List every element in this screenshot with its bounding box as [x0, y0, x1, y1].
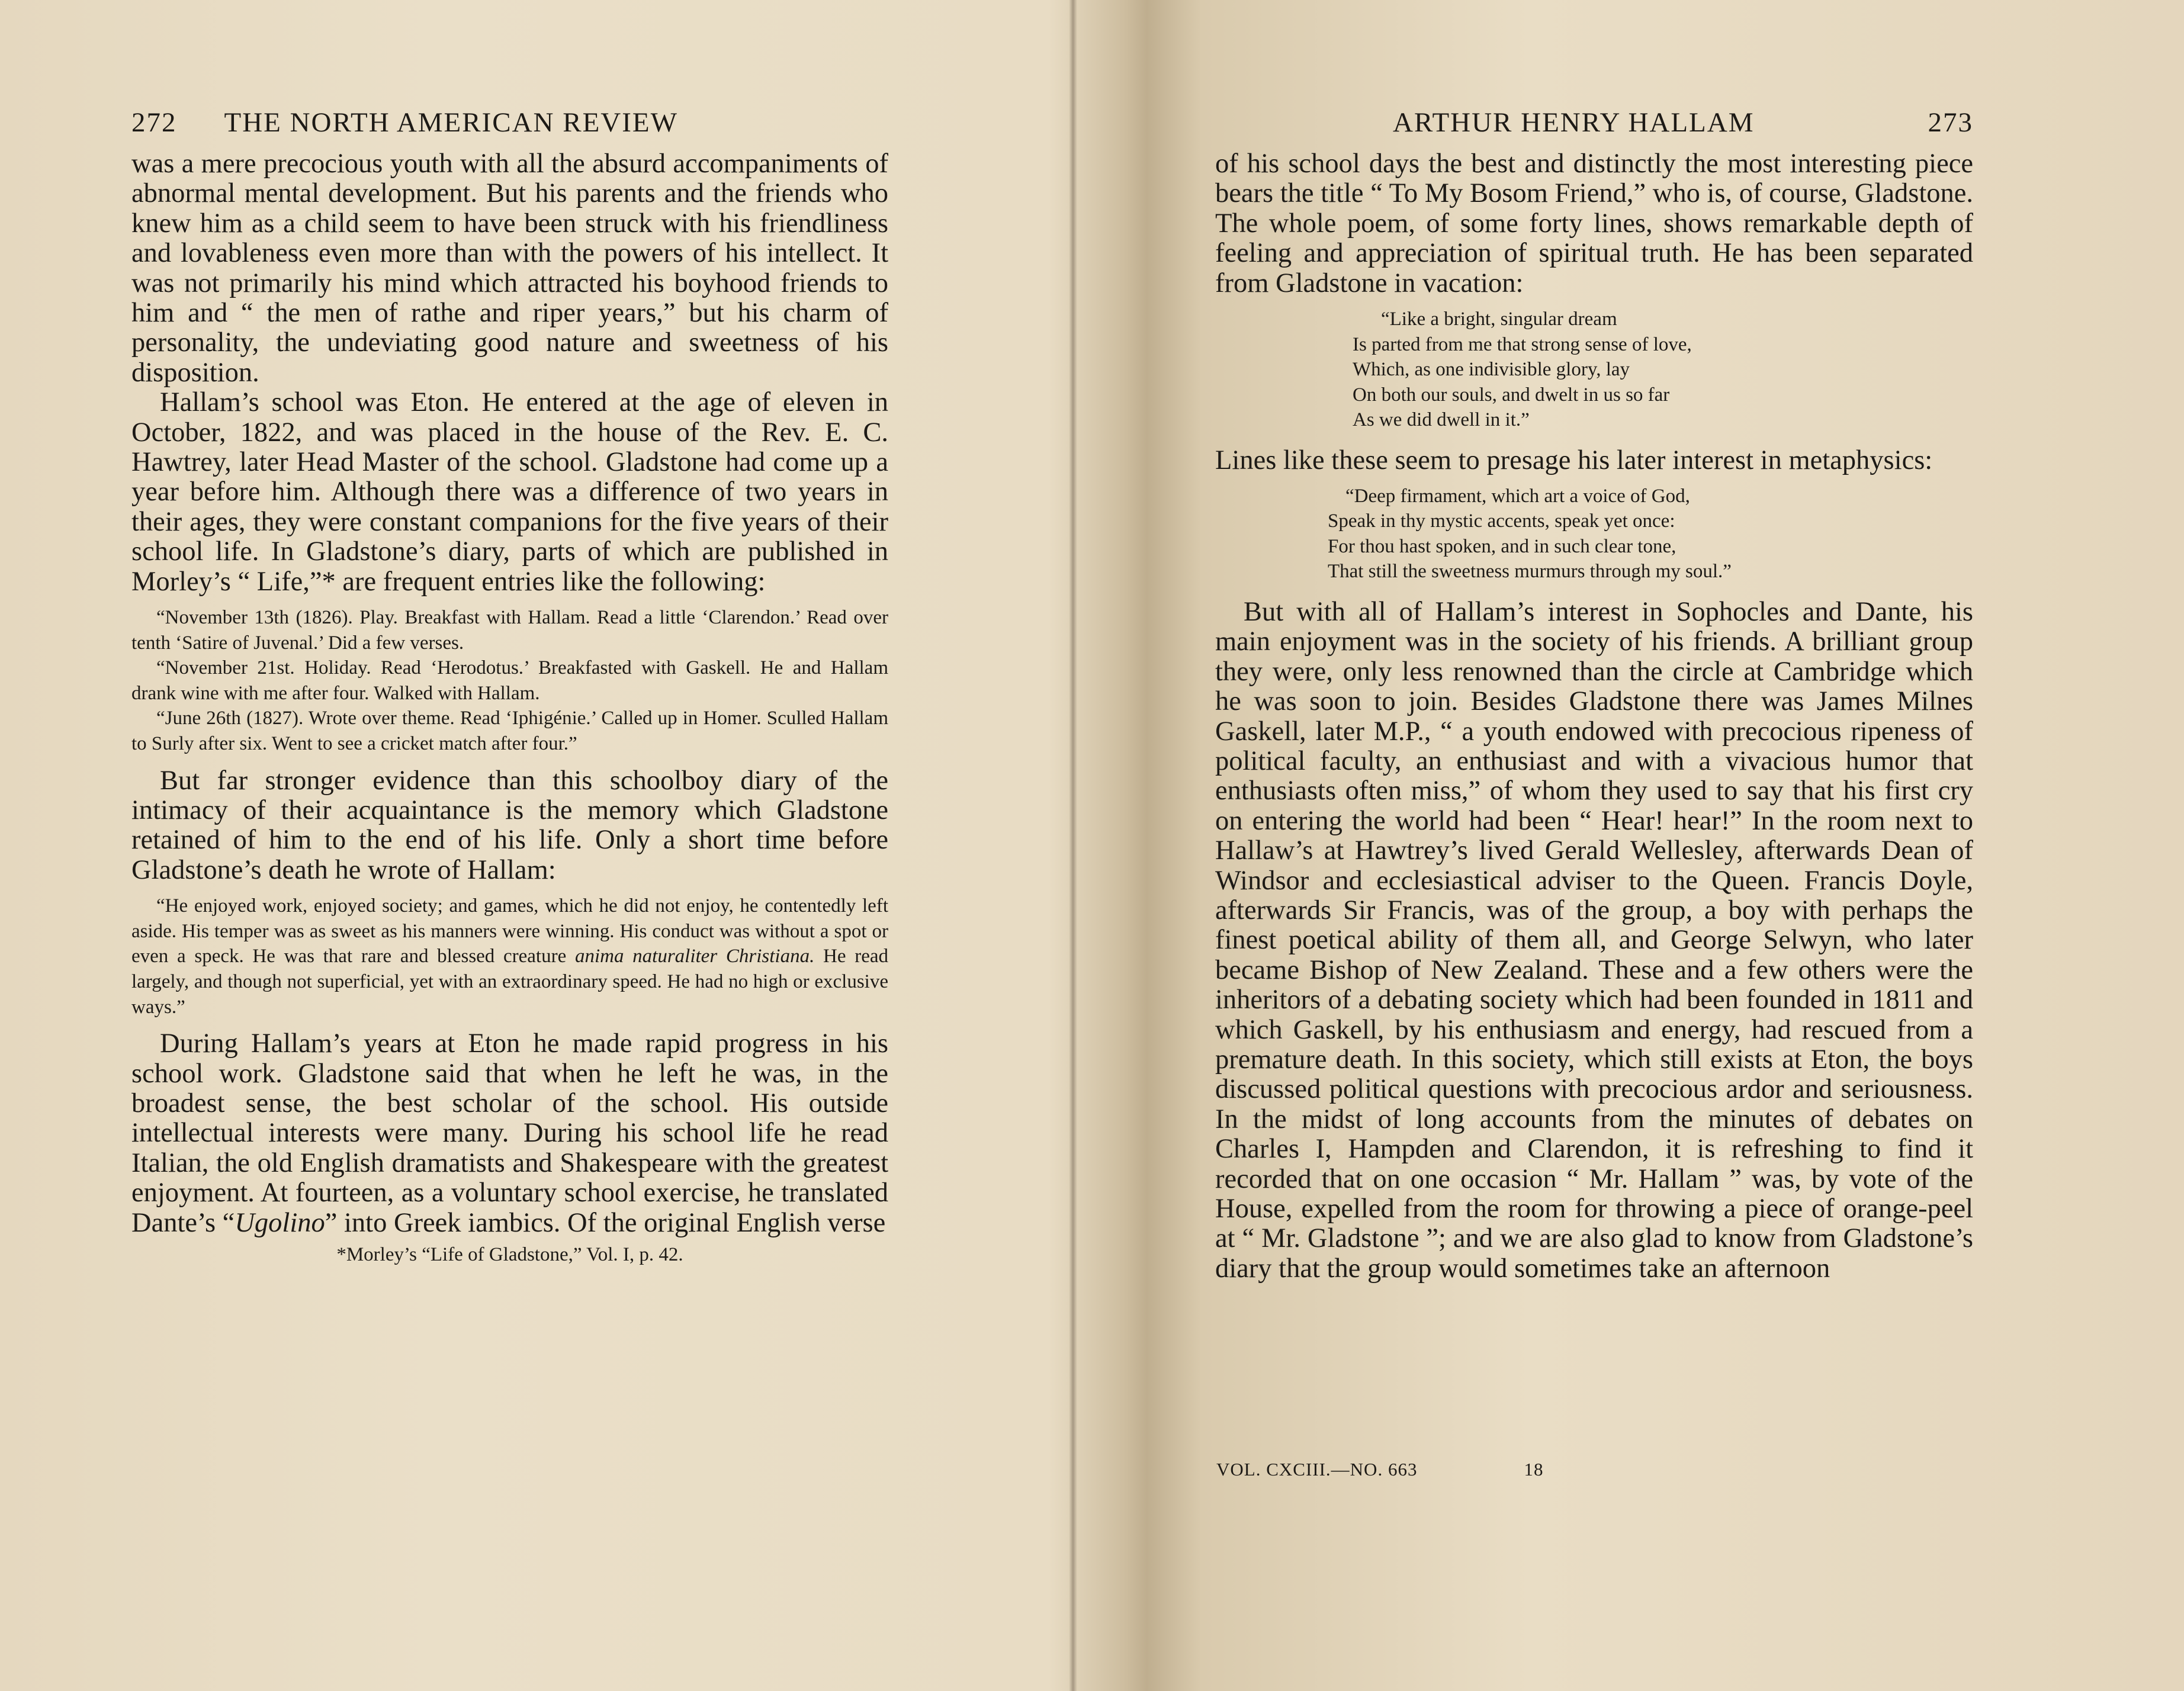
- diary-entry-1: “November 13th (1826). Play. Breakfast with Hallam. Read a little ‘Clarendon.’ Read over tenth ‘Satire of Juvenal.’ Did a few verses.: [131, 607, 888, 654]
- left-running-title: THE NORTH AMERICAN REVIEW: [224, 107, 678, 138]
- right-paragraph-3: But with all of Hallam’s interest in Sophocles and Dante, his main enjoyment was in the society of his friends. A brilliant group they were, only less renowned than the circle at Cambridge which he was soon to join. Besides Gladstone there was James Milnes Gaskell, later M.P., “ a youth endowed with precocious ripeness of political faculty, an enthusiast and with a vivacious humor that enthusiasts often miss,” of whom they used to say that his first cry on entering the world had been “ Hear! hear!” In the room next to Hallaw’s at Hawtrey’s lived Gerald Wellesley, afterwards Dean of Windsor and ecclesiastical adviser to the Queen. Francis Doyle, afterwards Sir Francis, was of the group, a boy with perhaps the finest poetical ability of them all, and George Selwyn, who later became Bishop of New Zealand. These and a few others were the inheritors of a debating society which had been founded in 1811 and which Gaskell, by his enthusiasm and energy, had rescued from a premature death. In this society, which still exists at Eton, the boys discussed political questions with precocious ardor and seriousness. In the midst of long accounts from the minutes of debates on Charles I, Hampden and Clarendon, it is refreshing to find it recorded that on one occasion “ Mr. Hallam ” was, by vote of the House, expelled from the room for throwing a piece of orange-peel at “ Mr. Gladstone ”; and we are also glad to know from Gladstone’s diary that the group would sometimes take an afternoon: [1215, 596, 1973, 1284]
- right-body: [1215, 149, 1973, 298]
- gladstone-quote-b: He read largely, and though not superficial, yet with an extraordinary speed. He had no high or exclusive ways.”: [131, 946, 888, 1018]
- gladstone-quote-italic: anima naturaliter Christiana.: [574, 946, 815, 967]
- left-page-number: 272: [131, 107, 177, 138]
- right-paragraph-2: Lines like these seem to presage his later interest in metaphysics:: [1215, 445, 1933, 475]
- left-paragraph-3: But far stronger evidence than this schoolboy diary of the intimacy of their acquaintance is the memory which Gladstone retained of him to the end of his life. Only a short time before Gladstone’s death he wrote of Hallam:: [131, 765, 888, 885]
- diary-entry-3: “June 26th (1827). Wrote over theme. Read ‘Iphigénie.’ Called up in Homer. Sculled Hallam to Surly after six. Went to see a cricket match after four.”: [131, 708, 888, 755]
- left-body-3: [131, 1029, 888, 1238]
- left-paragraph-4: [131, 1029, 888, 1238]
- left-paragraph-2: Hallam’s school was Eton. He entered at the age of eleven in October, 1822, and was placed in the house of the Rev. E. C. Hawtrey, later Head Master of the school. Gladstone had come up a year before him. Although there was a difference of two years in their ages, they were constant companions for the five years of their school life. In Gladstone’s diary, parts of which are published in Morley’s “ Life,”* are frequent entries like the following:: [131, 387, 888, 597]
- poem-excerpt-2: [1328, 484, 1973, 584]
- poem-excerpt-1: [1353, 307, 1973, 433]
- verse-line: On both our souls, and dwelt in us so far: [1353, 384, 1670, 406]
- right-paragraph-1: of his school days the best and distinctly the most interesting piece bears the title “ To My Bosom Friend,” who is, of course, Gladstone. The whole poem, of some forty lines, shows remarkable depth of feeling and appreciation of spiritual truth. He has been separated from Gladstone in vacation:: [1215, 149, 1973, 298]
- left-paragraph-4-a: During Hallam’s years at Eton he made rapid progress in his school work. Gladstone said that when he left he was, in the broadest sense, the best scholar of the school. His outside intellectual interests were many. During his school life he read Italian, the old English dramatists and Shakespeare with the greatest enjoyment. At fourteen, as a voluntary school exercise, he translated Dante’s “: [131, 1028, 888, 1238]
- volume-number: VOL. CXCIII.—NO. 663: [1216, 1459, 1418, 1480]
- verse-line: “Like a bright, singular dream: [1381, 308, 1617, 330]
- signature-number: 18: [1524, 1459, 1544, 1480]
- left-page: [131, 107, 888, 1268]
- gladstone-quote-a: “He enjoyed work, enjoyed society; and games, which he did not enjoy, he contentedly left aside. His temper was as sweet as his manners were winning. His conduct was without a spot or even a speck. He was that rare and blessed creature: [131, 895, 888, 967]
- gladstone-quote: [131, 893, 888, 1020]
- diary-quote: [131, 605, 888, 757]
- left-paragraph-4-italic: Ugolino: [235, 1207, 325, 1238]
- right-body-3: [1215, 597, 1973, 1284]
- verse-line: That still the sweetness murmurs through my soul.”: [1328, 561, 1732, 583]
- left-running-head: [131, 107, 888, 149]
- book-gutter: [1069, 0, 1077, 1691]
- verse-line: For thou hast spoken, and in such clear tone,: [1328, 535, 1676, 557]
- verse-line: Is parted from me that strong sense of love,: [1353, 333, 1692, 355]
- verse-line: “Deep firmament, which art a voice of God,: [1345, 485, 1690, 507]
- left-paragraph-1: was a mere precocious youth with all the absurd accompaniments of abnormal mental development. But his parents and the friends who knew him as a child seem to have been struck with his friendliness and lovableness even more than with the powers of his intellect. It was not primarily his mind which attracted his boyhood friends to him and “ the men of rathe and riper years,” but his charm of personality, the undeviating good nature and sweetness of his disposition.: [131, 149, 888, 388]
- left-body: [131, 149, 888, 597]
- verse-line: Speak in thy mystic accents, speak yet once:: [1328, 510, 1675, 532]
- right-running-title: ARTHUR HENRY HALLAM: [1393, 107, 1755, 138]
- printer-signature: [1216, 1459, 1631, 1480]
- right-page: [1215, 107, 1973, 1284]
- left-paragraph-4-b: ” into Greek iambics. Of the original English verse: [325, 1207, 886, 1238]
- left-body-2: [131, 766, 888, 886]
- verse-line: Which, as one indivisible glory, lay: [1353, 359, 1630, 381]
- gladstone-quote-text: [131, 893, 888, 1020]
- right-body-2: [1215, 446, 1973, 475]
- right-running-head: [1215, 107, 1973, 149]
- diary-entry-2: “November 21st. Holiday. Read ‘Herodotus.’ Breakfasted with Gaskell. He and Hallam drank wine with me after four. Walked with Hallam.: [131, 657, 888, 704]
- verse-line: As we did dwell in it.”: [1353, 409, 1530, 431]
- footnote: *Morley’s “Life of Gladstone,” Vol. I, p. 42.: [336, 1244, 683, 1266]
- right-page-number: 273: [1928, 107, 1973, 138]
